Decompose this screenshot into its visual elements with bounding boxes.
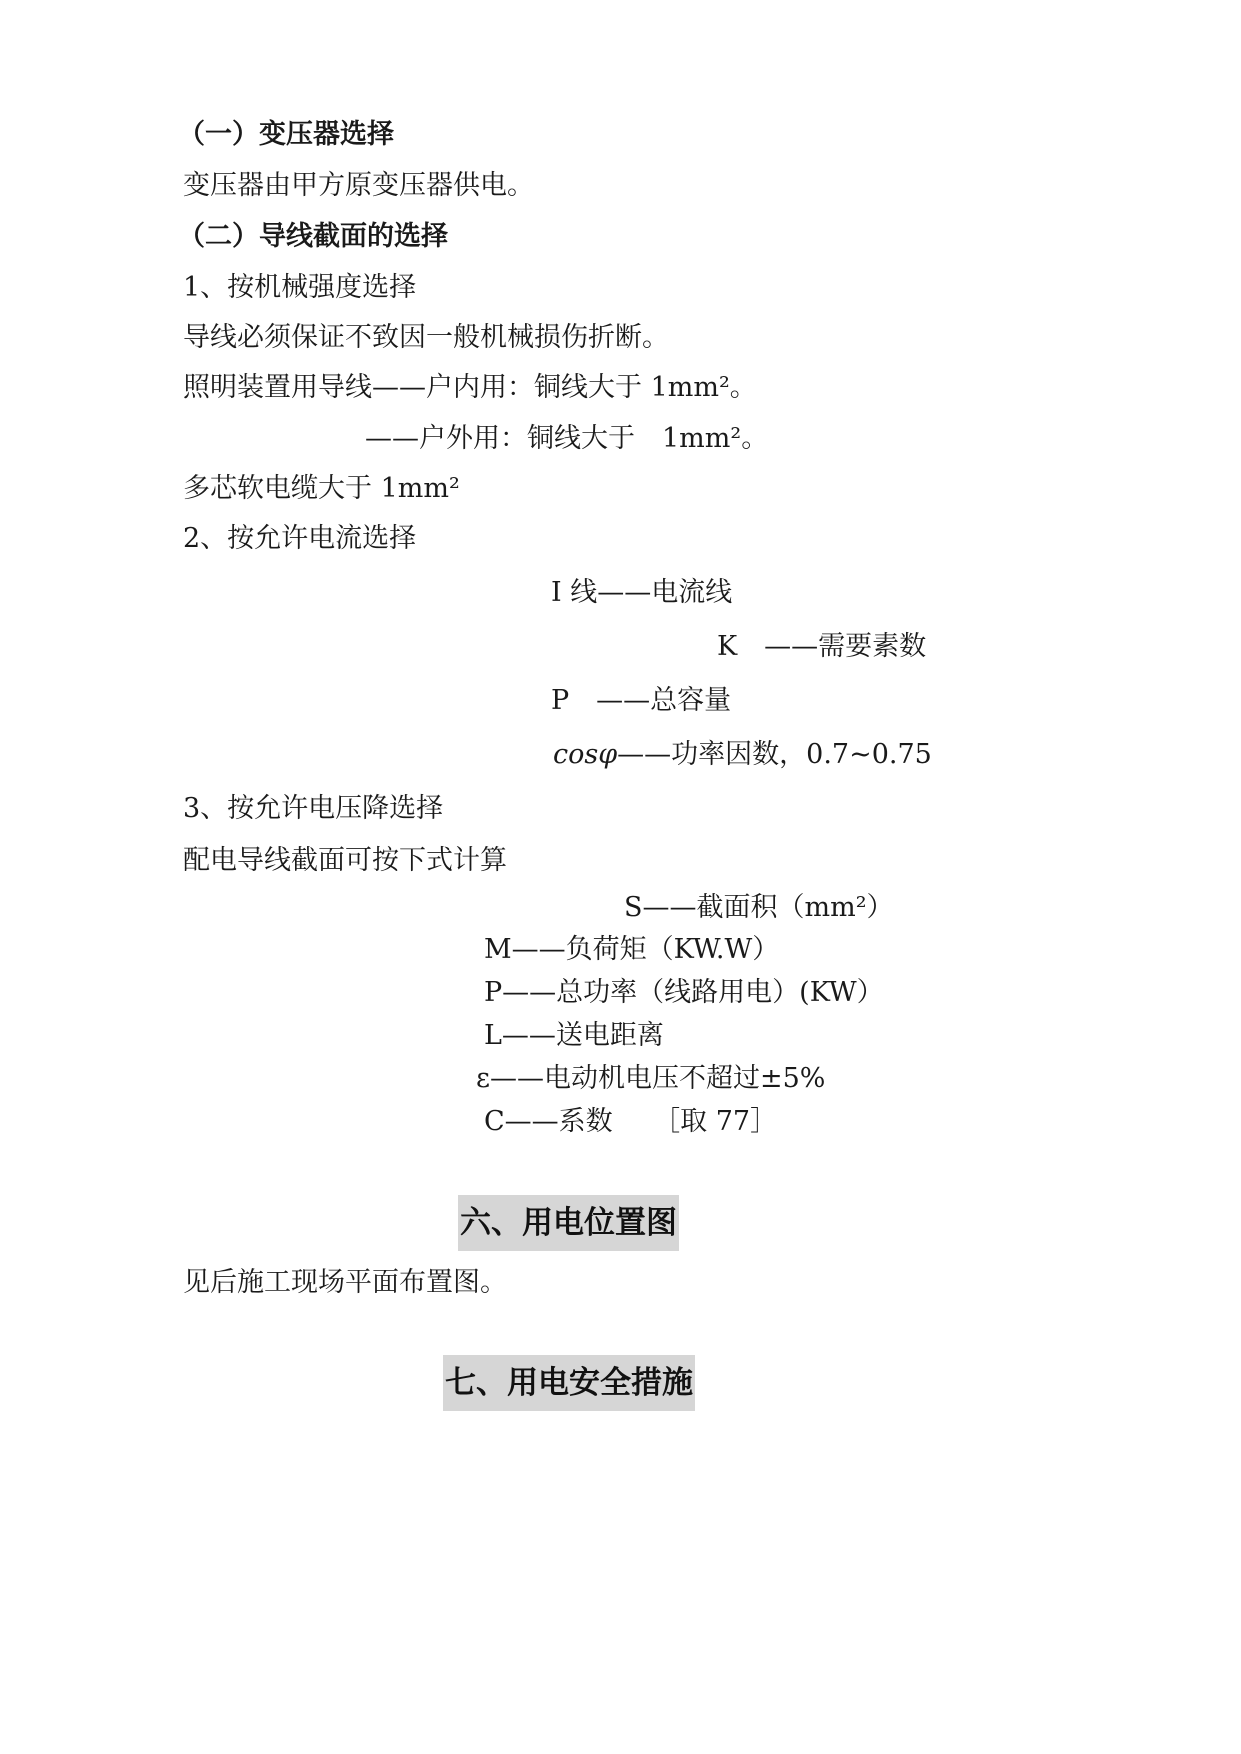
section-heading-power-layout: 六、用电位置图: [458, 1195, 679, 1251]
subsection-heading-wire-section: （二）导线截面的选择: [178, 221, 448, 252]
power-layout-text: 见后施工现场平面布置图。: [183, 1267, 507, 1298]
def-total-capacity: P ——总容量: [551, 685, 732, 716]
item-allowable-current-title: 2、按允许电流选择: [183, 523, 417, 554]
def-coefficient: C——系数 ［取 77］: [484, 1106, 778, 1137]
cos-phi-symbol: cosφ: [553, 739, 618, 770]
def-current: I 线——电流线: [551, 577, 733, 608]
item-voltage-drop-title: 3、按允许电压降选择: [183, 793, 444, 824]
def-load-moment: M——负荷矩（KW.W）: [484, 934, 780, 965]
voltage-drop-text: 配电导线截面可按下式计算: [183, 845, 507, 876]
item-mechanical-strength-title: 1、按机械强度选择: [183, 272, 417, 303]
mechanical-strength-text: 导线必须保证不致因一般机械损伤折断。: [183, 322, 669, 353]
subsection-heading-transformer: （一）变压器选择: [178, 119, 394, 150]
def-section-area: S——截面积（mm²）: [624, 892, 894, 923]
outdoor-wire-spec: ——户外用：铜线大于 1mm²。: [365, 423, 769, 454]
indoor-wire-spec: 照明装置用导线——户内用：铜线大于 1mm²。: [183, 372, 757, 403]
transformer-text: 变压器由甲方原变压器供电。: [183, 170, 534, 201]
def-distance: L——送电距离: [484, 1020, 664, 1051]
power-factor-text: ——功率因数，0.7~0.75: [617, 739, 932, 770]
multicore-cable-spec: 多芯软电缆大于 1mm²: [183, 473, 460, 504]
def-total-power: P——总功率（线路用电）(KW）: [484, 977, 884, 1008]
def-power-factor: [553, 737, 932, 773]
def-voltage-tolerance: ε——电动机电压不超过±5%: [476, 1063, 826, 1094]
section-heading-safety-measures: 七、用电安全措施: [443, 1355, 695, 1411]
def-demand-factor: K ——需要素数: [717, 631, 927, 662]
